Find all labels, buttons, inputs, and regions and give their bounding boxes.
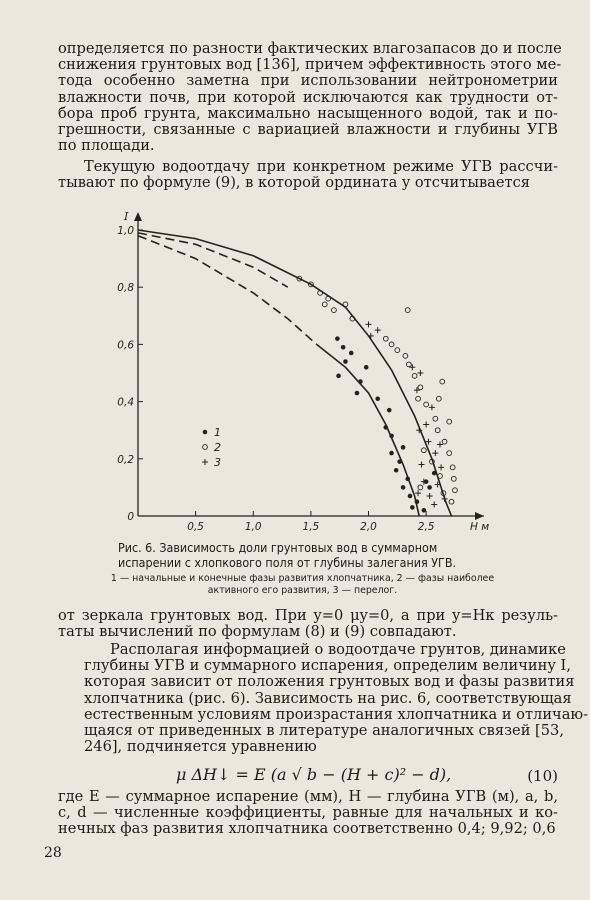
curve-dashed-upper: [138, 233, 288, 287]
x-axis-label: Н м: [470, 521, 490, 533]
point-series-2: [447, 419, 452, 424]
y-tick-label: 0,8: [117, 282, 134, 295]
point-series-1: [422, 508, 427, 513]
text-line: тода особенно заметна при использовании нейтронометрии: [58, 72, 558, 90]
x-tick-label: 2,5: [417, 521, 435, 533]
point-series-2: [442, 439, 447, 444]
point-series-1: [389, 451, 394, 456]
x-tick-label: 1,0: [244, 521, 262, 533]
text-line: глубины УГВ и суммарного испарения, определим величину I,: [84, 657, 571, 675]
point-series-3: [202, 459, 208, 465]
chart-svg: [100, 200, 500, 540]
point-series-2: [418, 485, 423, 490]
point-series-3: [427, 493, 433, 499]
point-series-1: [364, 365, 369, 370]
figure-caption: Рис. 6. Зависимость доли грунтовых вод в суммарном испарении с хлопкового поля от глубины залегания УГВ.: [118, 540, 457, 570]
point-series-3: [368, 333, 374, 339]
point-series-1: [341, 345, 346, 350]
text-line: нечных фаз развития хлопчатника соответственно 0,4; 9,92; 0,6: [58, 820, 556, 838]
point-series-3: [415, 490, 421, 496]
text-line: влажности почв, при которой исключаются как трудности от-: [58, 88, 558, 106]
text-line: по площади.: [58, 137, 155, 155]
point-series-3: [419, 462, 425, 468]
y-tick-label: 1,0: [117, 225, 134, 237]
point-series-1: [203, 430, 208, 435]
text-line: таты вычислений по формулам (8) и (9) совпадают.: [58, 623, 457, 641]
point-series-2: [436, 396, 441, 401]
point-series-1: [394, 468, 399, 473]
point-series-1: [349, 351, 354, 356]
text-line: определяется по разности фактических влагозапасов до и после: [58, 40, 562, 57]
point-series-3: [414, 387, 420, 393]
y-axis-arrow: [134, 212, 142, 221]
text-line: c, d — численные коэффициенты, равные для начальных и ко-: [58, 804, 558, 822]
point-series-1: [389, 434, 394, 439]
text-line: бора проб грунта, максимально насыщенного водой, так и по-: [58, 104, 558, 122]
text-line: где E — суммарное испарение (мм), H — глубина УГВ (м), a, b,: [58, 788, 558, 805]
paragraph-intro: [58, 40, 562, 155]
text-line: от зеркала грунтовых вод. При y=0 μy=0, а при y=Hк резуль-: [58, 607, 558, 624]
point-series-1: [397, 459, 402, 464]
point-series-2: [203, 445, 208, 450]
point-series-1: [432, 471, 437, 476]
point-series-2: [435, 428, 440, 433]
point-series-2: [395, 348, 400, 353]
point-series-3: [429, 404, 435, 410]
figure-6-chart: [100, 200, 500, 540]
point-series-2: [403, 353, 408, 358]
y-tick-label: 0,4: [117, 396, 134, 409]
point-series-1: [375, 396, 380, 401]
point-series-2: [406, 362, 411, 367]
point-series-2: [440, 379, 445, 384]
x-axis-arrow: [475, 512, 484, 520]
point-series-1: [335, 336, 340, 341]
point-series-2: [418, 385, 423, 390]
x-tick-label: 0,5: [187, 521, 204, 533]
point-series-2: [343, 302, 348, 307]
point-series-2: [450, 465, 455, 470]
point-series-3: [409, 364, 415, 370]
point-series-1: [427, 485, 432, 490]
curve-solid: [138, 230, 452, 516]
text-line: снижения грунтовых вод [136], причем эффективность этого ме-: [58, 56, 562, 74]
point-series-3: [432, 450, 438, 456]
y-axis-label: I: [124, 210, 129, 223]
point-series-3: [442, 496, 448, 502]
point-series-2: [383, 336, 388, 341]
equation-number: (10): [527, 767, 558, 785]
point-series-2: [421, 448, 426, 453]
point-series-1: [336, 374, 341, 379]
text-line: Располагая информацией о водоотдаче грунтов, динамике: [110, 641, 566, 658]
legend-label: 2: [214, 441, 221, 454]
page-number: 28: [44, 845, 62, 861]
curve-curve-1-solid: [317, 344, 420, 516]
text-line: 246], подчиняется уравнению: [84, 738, 317, 756]
point-series-2: [433, 416, 438, 421]
point-series-1: [383, 425, 388, 430]
legend-label: 1: [214, 426, 221, 439]
point-series-1: [387, 408, 392, 413]
point-series-3: [417, 370, 423, 376]
text-line: хлопчатника (рис. 6). Зависимость на рис. 6, соответствующая: [84, 689, 572, 707]
point-series-2: [453, 488, 458, 493]
text-line: естественным условиям произрастания хлопчатника и отличаю-: [84, 705, 589, 723]
point-series-2: [326, 296, 331, 301]
point-series-3: [375, 327, 381, 333]
paragraph-water-yield: [58, 159, 558, 191]
figure-legend-note: 1 — начальные и конечные фазы развития хлопчатника, 2 — фазы наиболее активного его развития, 3 — перелог.: [110, 573, 495, 596]
curve-dashed-lower: [138, 236, 317, 345]
point-series-2: [405, 308, 410, 313]
y-tick-label: 0,2: [117, 453, 134, 466]
text-line: щаяся от приведенных в литературе аналогичных связей [53,: [84, 722, 564, 740]
point-series-2: [332, 308, 337, 313]
text-line: которая зависит от положения грунтовых вод и фазы развития: [84, 673, 575, 691]
point-series-3: [431, 502, 437, 508]
point-series-1: [405, 477, 410, 482]
point-series-1: [408, 494, 413, 499]
y-tick-label: 0,6: [117, 339, 134, 352]
point-series-2: [322, 302, 327, 307]
equation-10: [170, 763, 560, 787]
text-line: грешности, связанные с вариацией влажности и глубины УГВ: [58, 121, 558, 139]
paragraph-dependency: [58, 641, 589, 756]
paragraph-definitions: [58, 789, 558, 838]
point-series-1: [410, 505, 415, 510]
point-series-1: [415, 499, 420, 504]
legend-label: 3: [214, 456, 221, 469]
point-series-3: [438, 464, 444, 470]
text-line: Текущую водоотдачу при конкретном режиме УГВ рассчи-: [84, 158, 558, 175]
point-series-2: [438, 474, 443, 479]
y-tick-label: 0: [127, 511, 134, 523]
point-series-1: [401, 485, 406, 490]
text-line: тывают по формуле (9), в которой ордината y отсчитывается: [58, 174, 530, 192]
point-series-2: [424, 402, 429, 407]
point-series-2: [449, 499, 454, 504]
paragraph-zero-level: [58, 608, 558, 640]
x-tick-label: 1,5: [302, 521, 320, 533]
point-series-2: [412, 373, 417, 378]
point-series-1: [355, 391, 360, 396]
equation-expression: μ ΔH↓ = E (a √ b − (H + c)² − d),: [176, 765, 452, 784]
point-series-2: [389, 342, 394, 347]
point-series-1: [401, 445, 406, 450]
point-series-1: [358, 379, 363, 384]
x-tick-label: 2,0: [360, 521, 377, 533]
point-series-1: [343, 359, 348, 364]
point-series-3: [423, 421, 429, 427]
point-series-2: [447, 451, 452, 456]
point-series-2: [416, 396, 421, 401]
point-series-3: [366, 321, 372, 327]
point-series-2: [451, 476, 456, 481]
